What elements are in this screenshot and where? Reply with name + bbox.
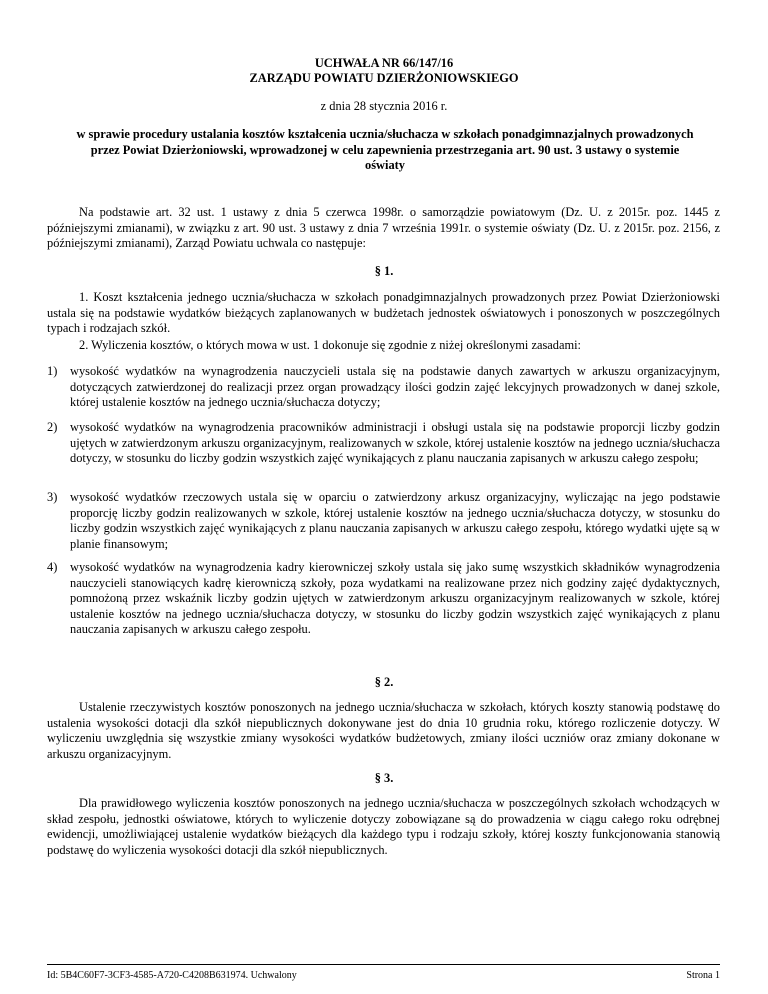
list-item-text: wysokość wydatków na wynagrodzenia pracowników administracji i obsługi ustala się na podstawie proporcji liczby godzin ujętych w zatwierdzonym arkuszu organizacyjnym, realizowanych w szkole, której ustalenie kosztów na jednego ucznia/słuchacza dotyczy, w stosunku do liczby godzin wszystkich zajęć wynikających z planu nauczania zapisanych w arkuszu całego zespołu; <box>70 420 720 465</box>
list-item <box>47 420 720 467</box>
resolution-date: z dnia 28 stycznia 2016 r. <box>320 99 448 113</box>
footer-divider <box>47 964 720 965</box>
list-item <box>47 560 720 638</box>
section-1-paragraph-1: 1. Koszt kształcenia jednego ucznia/słuchacza w szkołach ponadgimnazjalnych prowadzonych przez Powiat Dzierżoniowski ustala się na podstawie wydatków bieżących zaplanowanych w budżetach jednostek oświatowych i ponoszonych w poszczególnych typach i rodzajach szkół. <box>47 290 720 335</box>
section-3-text: Dla prawidłowego wyliczenia kosztów ponoszonych na jednego ucznia/słuchacza w poszczególnych szkołach wchodzących w skład zespołu, jednostki oświatowe, których to wyliczenie dotyczy zobowiązane są do prowadzenia w ciągu całego roku odrębnej ewidencji, umożliwiającej ustalenie wydatków bieżących dla każdego typu i rodzaju szkoły, której koszty funkcjonowania stanowią podstawę do wyliczenia wysokości dotacji dla szkół niepublicznych. <box>47 796 720 857</box>
resolution-subject: w sprawie procedury ustalania kosztów kształcenia ucznia/słuchacza w szkołach ponadgimnazjalnych prowadzonych przez Powiat Dzierżoniowski, wprowadzonej w celu zapewnienia przestrzegania art. 90 ust. 3 ustawy o systemie oświaty <box>76 127 694 172</box>
list-item <box>47 490 720 552</box>
list-item-number: 3) <box>47 490 58 504</box>
section-2-sign: § 2. <box>374 675 394 689</box>
page-number: Strona 1 <box>686 970 720 981</box>
section-1-paragraph-2: 2. Wyliczenia kosztów, o których mowa w ust. 1 dokonuje się zgodnie z niżej określonymi zasadami: <box>79 338 581 352</box>
list-item-text: wysokość wydatków rzeczowych ustala się w oparciu o zatwierdzony arkusz organizacyjny, wyliczając na jego podstawie proporcję liczby godzin realizowanych w szkole, której ustalenie kosztów na jednego ucznia/słuchacza dotyczy, w stosunku do liczby godzin wszystkich zajęć wynikających z planu nauczania zapisanych w arkuszu całego zespołu, którego wydatki ujęte są w planie finansowym; <box>70 490 720 551</box>
list-item-number: 1) <box>47 364 58 378</box>
resolution-number: UCHWAŁA NR 66/147/16 <box>314 56 454 70</box>
document-id: Id: 5B4C60F7-3CF3-4585-A720-C4208B631974. Uchwalony <box>47 970 297 981</box>
list-item-number: 2) <box>47 420 58 434</box>
list-item-text: wysokość wydatków na wynagrodzenia nauczycieli ustala się na podstawie danych zawartych w arkuszu organizacyjnym, dotyczących zatwierdzonej do realizacji przez organ prowadzący ilości godzin zajęć lekcyjnych prowadzonych w danej szkole, której ustalenie kosztów na jednego ucznia/słuchacza dotyczy; <box>70 364 720 409</box>
preamble: Na podstawie art. 32 ust. 1 ustawy z dnia 5 czerwca 1998r. o samorządzie powiatowym (Dz. U. z 2015r. poz. 1445 z późniejszymi zmianami), w związku z art. 90 ust. 3 ustawy z dnia 7 września 1991r. o systemie oświaty (Dz. U. z 2015r. poz. 2156, z późniejszymi zmianami), Zarząd Powiatu uchwala co następuje: <box>47 205 720 250</box>
list-item <box>47 364 720 411</box>
issuing-body: ZARZĄDU POWIATU DZIERŻONIOWSKIEGO <box>249 71 519 85</box>
section-1-sign: § 1. <box>374 264 394 278</box>
list-item-number: 4) <box>47 560 58 574</box>
section-2-text: Ustalenie rzeczywistych kosztów ponoszonych na jednego ucznia/słuchacza w szkołach, których koszty stanowią podstawę do ustalenia wysokości dotacji dla szkół niepublicznych dokonywane jest do dnia 10 grudnia roku, którego rozliczenie dotyczy. W wyliczeniu uwzględnia się wszystkie zmiany wysokości wydatków budżetowych, zmiany ilości uczniów oraz zmiany dokonane w arkuszu organizacyjnym. <box>47 700 720 761</box>
list-item-text: wysokość wydatków na wynagrodzenia kadry kierowniczej szkoły ustala się jako sumę wszystkich składników wynagrodzenia nauczycieli stanowiących kadrę kierowniczą szkoły, poza wydatkami na realizowane przez nich godziny zajęć dydaktycznych, pomnożoną przez wskaźnik liczby godzin ujętych w zatwierdzonym arkuszu organizacyjnym realizowanych w szkole, której ustalenie kosztów na jednego ucznia/słuchacza dotyczy, w stosunku do liczby godzin wszystkich zajęć wynikających z planu nauczania zapisanych w arkuszu całego zespołu. <box>70 560 720 636</box>
section-3-sign: § 3. <box>374 771 394 785</box>
